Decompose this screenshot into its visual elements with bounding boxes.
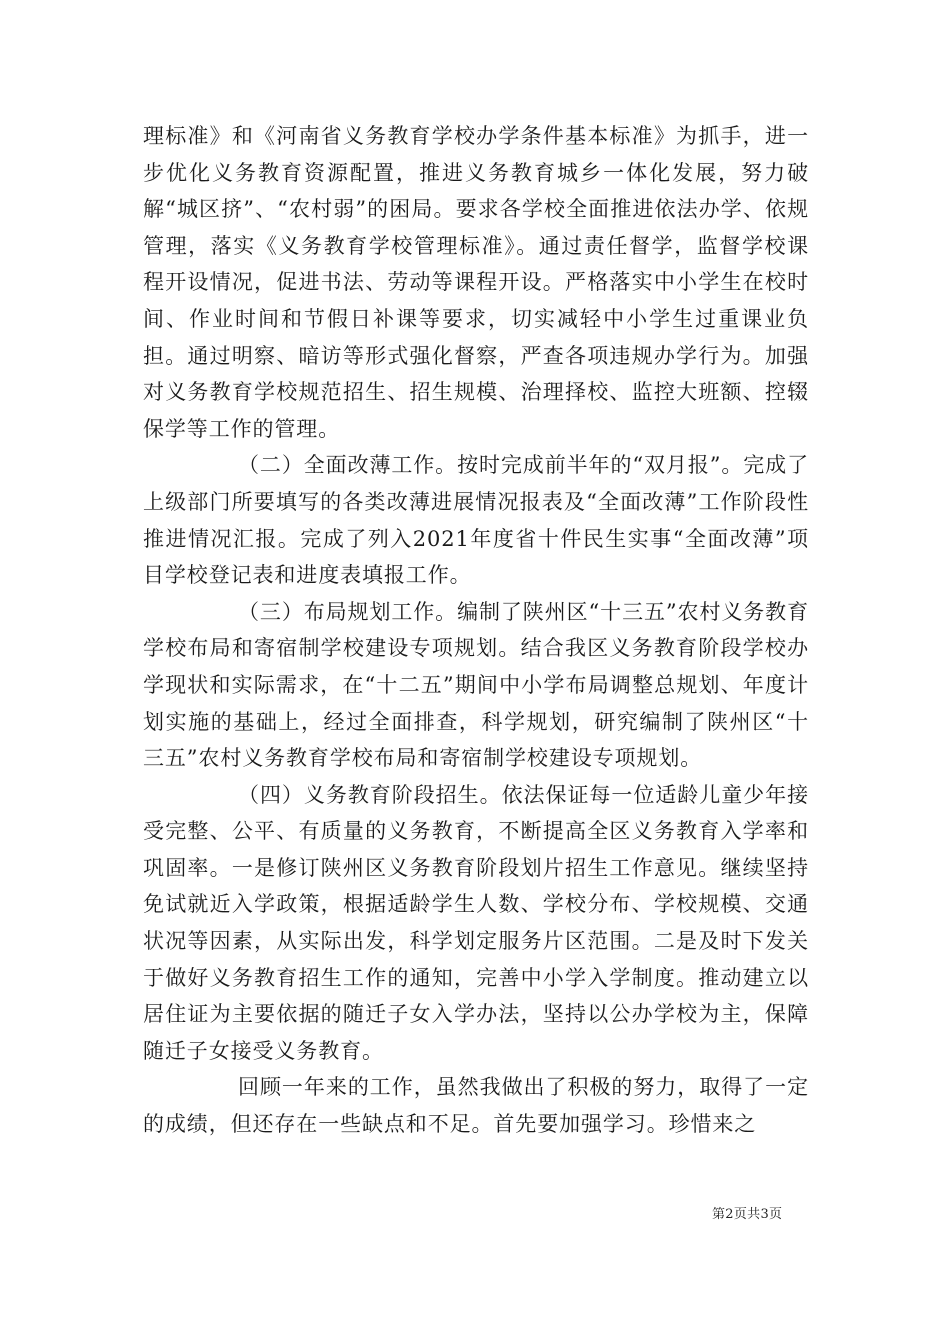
paragraph-4: （四）义务教育阶段招生。依法保证每一位适龄儿童少年接受完整、公平、有质量的义务教育，不断提高全区义务教育入学率和巩固率。一是修订陕州区义务教育阶段划片招生工作意见。继续坚持免试就近入学政策，根据适龄学生人数、学校分布、学校规模、交通状况等因素，从实际出发，科学划定服务片区范围。二是及时下发关于做好义务教育招生工作的通知，完善中小学入学制度。推动建立以居住证为主要依据的随迁子女入学办法，坚持以公办学校为主，保障随迁子女接受义务教育。 (143, 782, 809, 1063)
document-body (143, 118, 809, 1143)
paragraph-2: （二）全面改薄工作。按时完成前半年的“双月报”。完成了上级部门所要填写的各类改薄进展情况报表及“全面改薄”工作阶段性推进情况汇报。完成了列入2021年度省十件民生实事“全面改薄”项目学校登记表和进度表填报工作。 (143, 453, 809, 588)
paragraph-5: 回顾一年来的工作，虽然我做出了积极的努力，取得了一定的成绩，但还存在一些缺点和不足。首先要加强学习。珍惜来之 (143, 1075, 809, 1137)
paragraph-1: 理标准》和《河南省义务教育学校办学条件基本标准》为抓手，进一步优化义务教育资源配置，推进义务教育城乡一体化发展，努力破解“城区挤”、“农村弱”的困局。要求各学校全面推进依法办学、依规管理，落实《义务教育学校管理标准》。通过责任督学，监督学校课程开设情况，促进书法、劳动等课程开设。严格落实中小学生在校时间、作业时间和节假日补课等要求，切实减轻中小学生过重课业负担。通过明察、暗访等形式强化督察，严查各项违规办学行为。加强对义务教育学校规范招生、招生规模、治理择校、监控大班额、控辍保学等工作的管理。 (143, 124, 809, 441)
paragraph-3: （三）布局规划工作。编制了陕州区“十三五”农村义务教育学校布局和寄宿制学校建设专项规划。结合我区义务教育阶段学校办学现状和实际需求，在“十二五”期间中小学布局调整总规划、年度计划实施的基础上，经过全面排查，科学规划，研究编制了陕州区“十三五”农村义务教育学校布局和寄宿制学校建设专项规划。 (143, 599, 809, 771)
page-number-footer: 第2页共3页 (712, 1207, 783, 1222)
